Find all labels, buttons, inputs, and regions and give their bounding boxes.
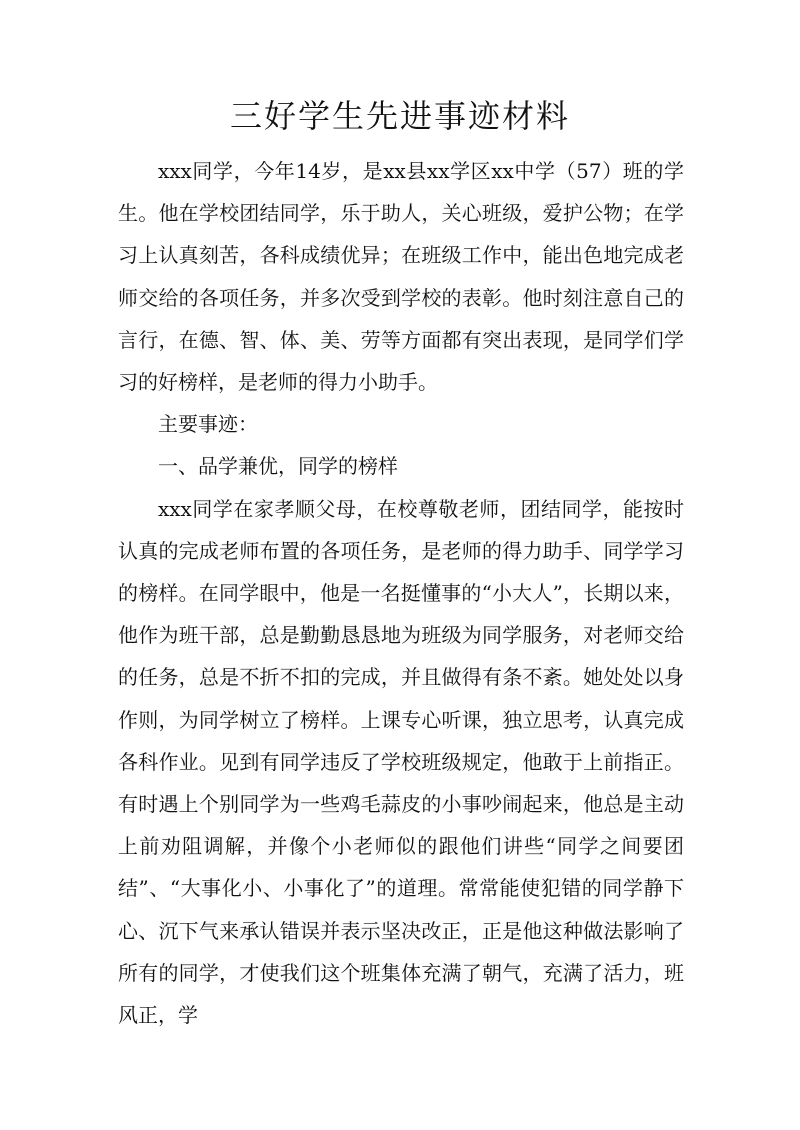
document-body [118,150,684,1036]
intro-paragraph: xxx同学，今年14岁，是xx县xx学区xx中学（57）班的学生。他在学校团结同学，乐于助人，关心班级，爱护公物；在学习上认真刻苦，各科成绩优异；在班级工作中，能出色地完成老师交给的各项任务，并多次受到学校的表彰。他时刻注意自己的言行，在德、智、体、美、劳等方面都有突出表现，是同学们学习的好榜样，是老师的得力小助手。 [118,159,684,395]
section-subheading: 一、品学兼优，同学的榜样 [158,454,398,479]
section-paragraph: xxx同学在家孝顺父母，在校尊敬老师，团结同学，能按时认真的完成老师布置的各项任务，是老师的得力助手、同学学习的榜样。在同学眼中，他是一名挺懂事的“小大人”，长期以来，他作为班干部，总是勤勤恳恳地为班级为同学服务，对老师交给的任务，总是不折不扣的完成，并且做得有条不紊。她处处以身作则，为同学树立了榜样。上课专心听课，独立思考，认真完成各科作业。见到有同学违反了学校班级规定，他敢于上前指正。有时遇上个别同学为一些鸡毛蒜皮的小事吵闹起来，他总是主动上前劝阻调解，并像个小老师似的跟他们讲些“同学之间要团结”、“大事化小、小事化了”的道理。常常能使犯错的同学静下心、沉下气来承认错误并表示坚决改正，正是他这种做法影响了所有的同学，才使我们这个班集体充满了朝气，充满了活力，班风正，学 [118,496,684,1028]
section-label: 主要事迹： [158,412,258,437]
document-title: 三好学生先进事迹材料 [229,97,570,135]
